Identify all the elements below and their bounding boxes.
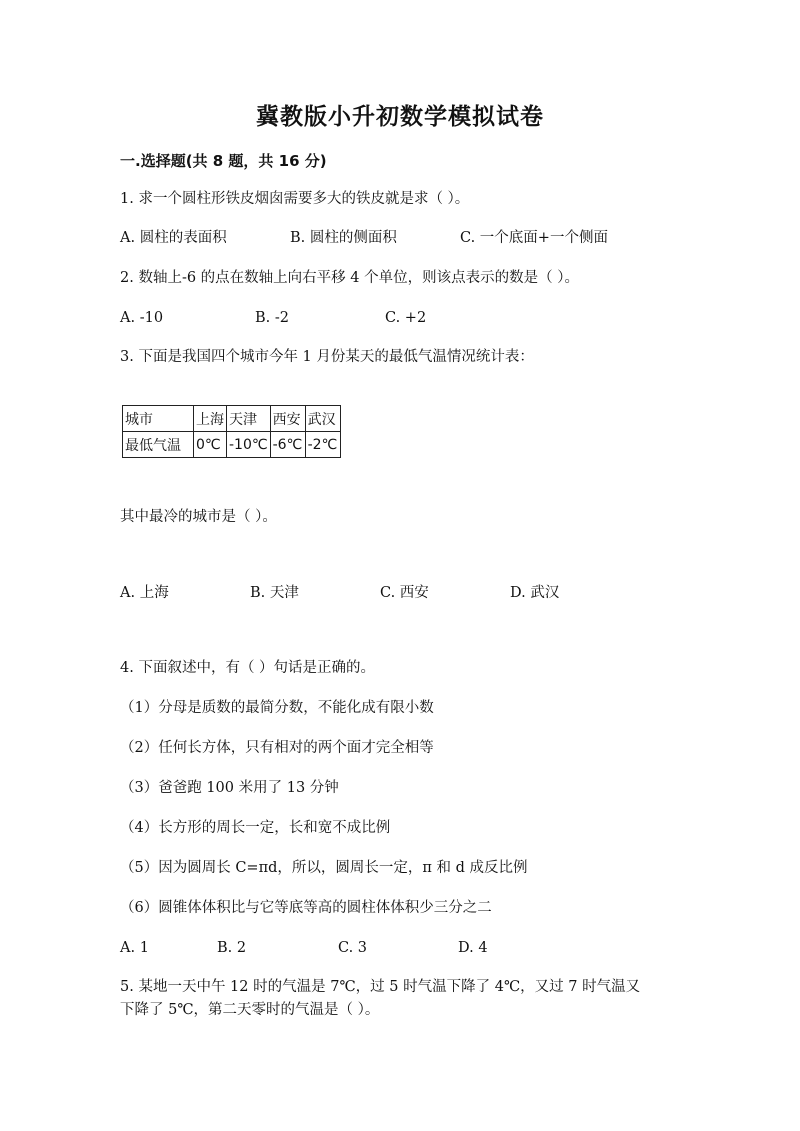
question-3-option-d: D. 武汉: [510, 585, 560, 601]
table-cell: 天津: [227, 406, 271, 432]
question-2-option-b: B. -2: [255, 310, 289, 326]
question-4-option-c: C. 3: [338, 940, 368, 956]
question-4-statement: （2）任何长方体，只有相对的两个面才完全相等: [120, 740, 434, 756]
section-heading-multiple-choice: 一.选择题(共 8 题，共 16 分): [120, 152, 327, 170]
question-4-text: 4. 下面叙述中，有（ ）句话是正确的。: [120, 660, 376, 676]
question-4-statement: （1）分母是质数的最简分数，不能化成有限小数: [120, 700, 434, 716]
question-4-option-a: A. 1: [120, 940, 149, 956]
question-1-text: 1. 求一个圆柱形铁皮烟囱需要多大的铁皮就是求（ ）。: [120, 191, 470, 207]
question-3-options: [120, 583, 720, 603]
table-header-row: [123, 406, 341, 432]
question-1-option-a: A. 圆柱的表面积: [120, 230, 227, 246]
question-4-option-d: D. 4: [458, 940, 488, 956]
question-4-statement: （6）圆锥体体积比与它等底等高的圆柱体体积少三分之二: [120, 900, 492, 916]
table-cell: -10℃: [227, 432, 271, 458]
question-1-option-b: B. 圆柱的侧面积: [290, 230, 397, 246]
page-title: 冀教版小升初数学模拟试卷: [256, 104, 544, 130]
table-cell: 城市: [123, 406, 194, 432]
question-3-option-a: A. 上海: [120, 585, 169, 601]
question-2-text: 2. 数轴上-6 的点在数轴上向右平移 4 个单位，则该点表示的数是（ ）。: [120, 270, 579, 286]
question-1-options: [120, 228, 720, 248]
question-4-statement: （5）因为圆周长 C=πd，所以，圆周长一定，π 和 d 成反比例: [120, 860, 528, 876]
question-4-option-b: B. 2: [217, 940, 247, 956]
table-cell: 武汉: [305, 406, 340, 432]
question-4-options: [120, 938, 720, 958]
table-cell: 0℃: [194, 432, 227, 458]
question-2-option-c: C. +2: [385, 310, 427, 326]
question-3-followup: 其中最冷的城市是（ ）。: [120, 509, 277, 525]
question-3-option-c: C. 西安: [380, 585, 429, 601]
table-cell: 最低气温: [123, 432, 194, 458]
temperature-table: [122, 405, 341, 458]
question-4-statement: （3）爸爸跑 100 米用了 13 分钟: [120, 780, 339, 796]
table-cell: 西安: [270, 406, 305, 432]
question-5-text: 5. 某地一天中午 12 时的气温是 7℃，过 5 时气温下降了 4℃，又过 7 时气温又: [120, 979, 641, 995]
question-2-option-a: A. -10: [120, 310, 164, 326]
table-cell: -6℃: [270, 432, 305, 458]
table-cell: 上海: [194, 406, 227, 432]
table-row: [123, 432, 341, 458]
question-4-statement: （4）长方形的周长一定，长和宽不成比例: [120, 820, 391, 836]
question-5-text-continued: 下降了 5℃，第二天零时的气温是（ ）。: [120, 1002, 380, 1018]
question-1-option-c: C. 一个底面+一个侧面: [460, 230, 608, 246]
question-3-text: 3. 下面是我国四个城市今年 1 月份某天的最低气温情况统计表：: [120, 349, 534, 365]
table-cell: -2℃: [305, 432, 340, 458]
question-2-options: [120, 308, 720, 328]
question-3-option-b: B. 天津: [250, 585, 299, 601]
